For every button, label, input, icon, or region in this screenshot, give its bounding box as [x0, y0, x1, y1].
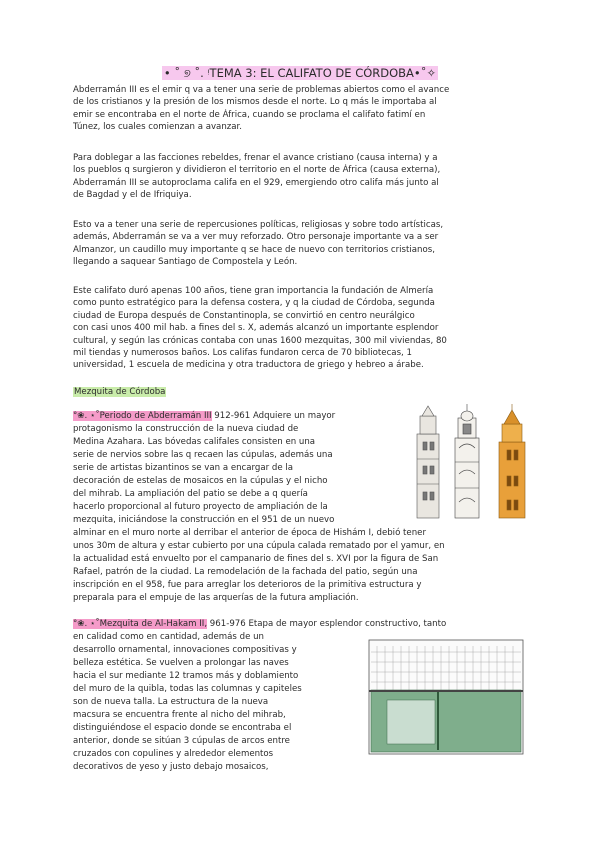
paragraph-repercussions — [73, 219, 528, 269]
hakam-heading: °❀. ⋆˚Mezquita de Al-Hakam II, — [73, 619, 208, 629]
abd-line — [73, 410, 335, 422]
abd-line: del mihrab. La ampliación del patio se debe a q quería — [73, 489, 308, 499]
hakam-line: macsura se encuentra frente al nicho del mihrab, — [73, 710, 286, 720]
abd-line: protagonismo la construcción de la nueva ciudad de — [73, 424, 299, 434]
abd-line: la actualidad está envuelto por el campanario de fines del s. XVI por la figura de San — [73, 554, 439, 564]
page-title-text: • ˚ ୭ ˚. ᵎTEMA 3: EL CALIFATO DE CÓRDOBA•˚✧ — [163, 66, 437, 80]
hakam-line: desarrollo ornamental, innovaciones compositivas y — [73, 645, 297, 655]
hakam-line: hacia el sur mediante 12 tramos más y doblamiento — [73, 671, 299, 681]
hakam-line: anterior, donde se sitúan 3 cúpulas de arcos entre — [73, 736, 290, 746]
paragraph-line: como punto estratégico para la defensa costera, y q la ciudad de Córdoba, segunda — [73, 298, 435, 309]
page-title — [0, 66, 600, 80]
paragraph-line: cultural, y según las crónicas contaba con unas 1600 mezquitas, 300 mil viviendas, 80 — [73, 335, 447, 346]
section-title-text: Mezquita de Córdoba — [74, 387, 166, 397]
paragraph-line: de los cristianos y la presión de los mismos desde el norte. Lo q más le importaba al — [73, 97, 437, 108]
paragraph-line: con casi unos 400 mil hab. a fines del s. X, además alcanzó un importante esplendor — [73, 323, 439, 334]
abd-line: decoración de estelas de mosaicos en la cúpulas y el nicho — [73, 476, 328, 486]
paragraph-line: emir se encontraba en el norte de África, cuando se proclama el califato fatimí en — [73, 109, 426, 120]
paragraph-line: Almanzor, un caudillo muy importante q se hace de nuevo con territorios cristianos, — [73, 244, 435, 255]
paragraph-line: llegando a saquear Santiago de Compostela y León. — [73, 257, 298, 268]
paragraph-line: universidad, 1 escuela de medicina y otra traductora de griego y hebreo a árabe. — [73, 360, 424, 371]
paragraph-line: Este califato duró apenas 100 años, tiene gran importancia la fundación de Almería — [73, 286, 434, 296]
section-title — [73, 386, 166, 398]
hakam-line-text: 961-976 Etapa de mayor esplendor constructivo, tanto — [207, 619, 447, 629]
paragraph-line: además, Abderramán se va a ver muy reforzado. Otro personaje importante va a ser — [73, 232, 439, 243]
hakam-line: en calidad como en cantidad, además de un — [73, 632, 265, 642]
paragraph-line: Túnez, los cuales comienzan a avanzar. — [73, 122, 243, 133]
mosque-floor-plan-figure — [367, 638, 525, 756]
abd-line: serie de nervios sobre las q recaen las cúpulas, además una — [73, 450, 333, 460]
paragraph-line: los pueblos q surgieron y dividieron el territorio en el norte de África (causa externa), — [73, 165, 441, 176]
paragraph-line: Esto va a tener una serie de repercusiones políticas, religiosas y sobre todo artísticas, — [73, 220, 444, 230]
abd-heading: °❀. ⋆˚Periodo de Abderramán III — [73, 411, 212, 421]
abd-line: inscripción en el 958, fue para arreglar los deterioros de la primitiva estructura y — [73, 580, 422, 590]
paragraph-line: Abderramán III se autoproclama califa en el 929, emergiendo otro califa más junto al — [73, 177, 439, 188]
paragraph-line: ciudad de Europa después de Constantinopla, se convirtió en centro neurálgico — [73, 310, 415, 321]
paragraph-line: mil tiendas y numerosos baños. Los califas fundaron cerca de 70 bibliotecas, 1 — [73, 348, 412, 359]
abd-line: unos 30m de altura y estar cubierto por una cúpula calada rematado por el yamur, en — [73, 541, 445, 551]
minaret-towers-figure — [407, 404, 532, 520]
hakam-line: distinguiéndose el espacio donde se encontraba el — [73, 723, 292, 733]
paragraph-autoproclamation — [73, 152, 528, 202]
abd-line: hacerlo proporcional al futuro proyecto de ampliación de la — [73, 502, 328, 512]
paragraph-line: Abderramán III es el emir q va a tener una serie de problemas abiertos como el avance — [73, 85, 450, 95]
hakam-line: del muro de la quibla, todas las columnas y capiteles — [73, 684, 302, 694]
paragraph-line: de Bagdad y el de Ifriquiya. — [73, 190, 192, 201]
abd-line: Rafael, patrón de la ciudad. La remodelación de la fachada del patio, según una — [73, 567, 418, 577]
hakam-line: cruzados con copulines y alrededor elementos — [73, 749, 274, 759]
abd-line-text: 912-961 Adquiere un mayor — [211, 411, 336, 421]
abd-line: preparala para el empuje de las arquerías de la futura ampliación. — [73, 593, 359, 603]
plan-wall — [369, 690, 523, 692]
minaret-sketch-1 — [417, 406, 439, 518]
abd-line: alminar en el muro norte al derribar el anterior de época de Hishám I, debió tener — [73, 528, 426, 538]
hakam-line: belleza estética. Se vuelven a prolongar las naves — [73, 658, 289, 668]
paragraph-intro — [73, 84, 528, 134]
paragraph-line: Para doblegar a las facciones rebeldes, frenar el avance cristiano (causa interna) y a — [73, 153, 438, 163]
hakam-line: decorativos de yeso y justo debajo mosaicos, — [73, 762, 269, 772]
minaret-color-3 — [499, 404, 525, 518]
hakam-line: son de nueva talla. La estructura de la nueva — [73, 697, 269, 707]
abd-line: mezquita, iniciándose la construcción en el 951 de un nuevo — [73, 515, 335, 525]
abd-line: serie de artistas bizantinos se van a encargar de la — [73, 463, 294, 473]
minaret-sketch-2 — [455, 404, 479, 518]
hakam-line — [73, 618, 446, 630]
paragraph-califato — [73, 285, 528, 372]
abd-line: Medina Azahara. Las bóvedas califales consisten en una — [73, 437, 316, 447]
plan-macsura — [387, 700, 435, 744]
plan-axis — [437, 692, 439, 750]
